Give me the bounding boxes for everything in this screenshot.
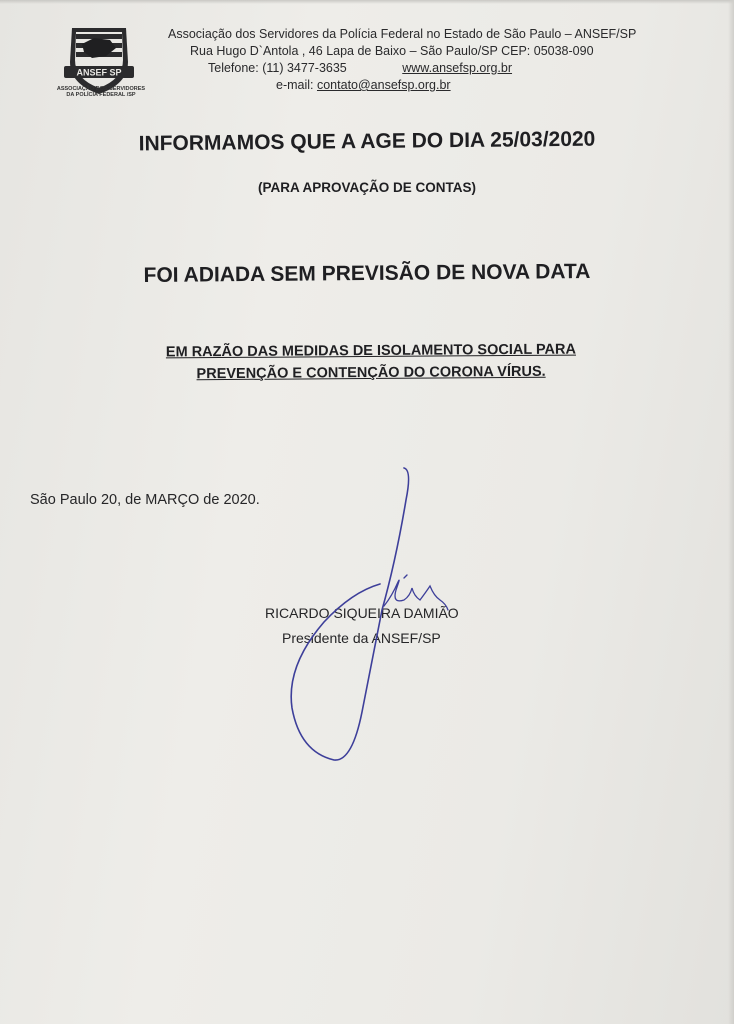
page-top-shadow [0, 0, 734, 4]
reason-line-2: PREVENÇÃO E CONTENÇÃO DO CORONA VÍRUS. [196, 363, 546, 383]
phone-number: Telefone: (11) 3477-3635 [208, 61, 347, 75]
postponed-headline: FOI ADIADA SEM PREVISÃO DE NOVA DATA [143, 260, 591, 287]
main-headline: INFORMAMOS QUE A AGE DO DIA 25/03/2020 [138, 127, 596, 156]
association-address: Rua Hugo D`Antola , 46 Lapa de Baixo – São Paulo/SP CEP: 05038-090 [190, 44, 594, 58]
letterhead [150, 26, 637, 94]
reason-line-1: EM RAZÃO DAS MEDIDAS DE ISOLAMENTO SOCIAL PARA [165, 341, 577, 361]
logo-caption: ASSOCIAÇÃO DOS SERVIDORES DA POLÍCIA FEDERAL /SP [56, 86, 146, 98]
sub-headline: (PARA APROVAÇÃO DE CONTAS) [258, 180, 476, 195]
email-label: e-mail: [276, 78, 317, 92]
signatory-role: Presidente da ANSEF/SP [282, 630, 441, 646]
svg-text:ANSEF SP: ANSEF SP [76, 67, 122, 78]
signatory-name: RICARDO SIQUEIRA DAMIÃO [265, 605, 459, 621]
reason-text [4, 337, 734, 386]
contact-line [208, 60, 630, 77]
association-name: Associação dos Servidores da Polícia Federal no Estado de São Paulo – ANSEF/SP [168, 27, 637, 41]
page-edge-shadow [728, 0, 734, 1024]
email-link[interactable]: contato@ansefsp.org.br [316, 78, 451, 92]
place-and-date: São Paulo 20, de MARÇO de 2020. [30, 492, 260, 508]
website-link[interactable]: www.ansefsp.org.br [402, 61, 513, 75]
email-line [276, 77, 630, 94]
